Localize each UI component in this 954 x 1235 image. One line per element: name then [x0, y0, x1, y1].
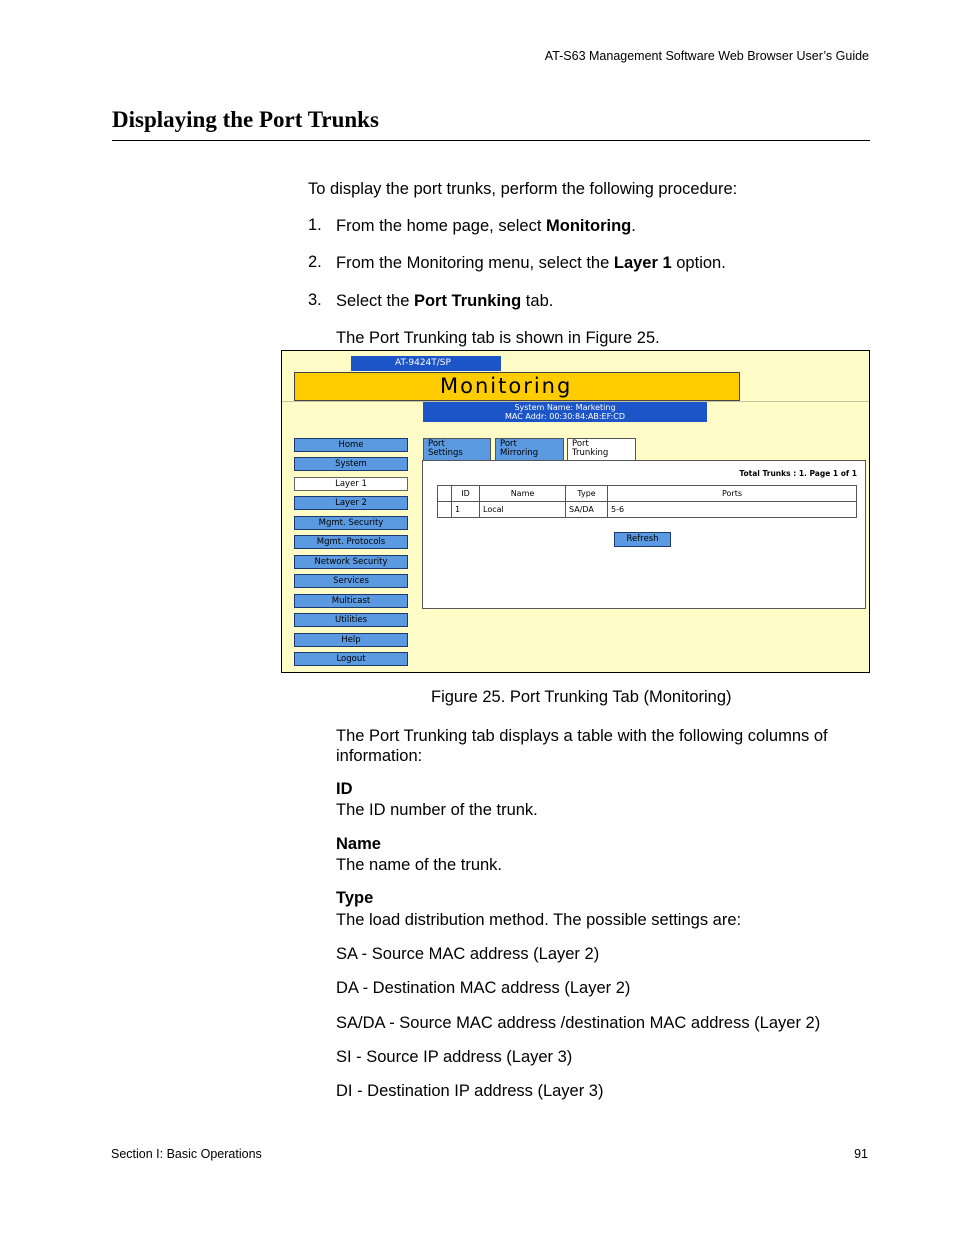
step-text: Select the Port Trunking tab. — [336, 292, 554, 310]
cell-type: SA/DA — [566, 502, 608, 518]
nav-mgmt-security-button[interactable]: Mgmt. Security — [294, 516, 408, 530]
tab-port-trunking[interactable]: Port Trunking — [567, 438, 636, 461]
type-option: SA - Source MAC address (Layer 2) — [336, 945, 600, 963]
page-number: 91 — [854, 1147, 868, 1161]
nav-multicast-button[interactable]: Multicast — [294, 594, 408, 608]
type-option: DA - Destination MAC address (Layer 2) — [336, 979, 631, 997]
nav-network-security-button[interactable]: Network Security — [294, 555, 408, 569]
figure-intro: The Port Trunking tab is shown in Figure 25. — [336, 329, 660, 347]
cell-ports: 5-6 — [608, 502, 857, 518]
column-header-name: Name — [480, 486, 566, 502]
nav-layer2-button[interactable]: Layer 2 — [294, 496, 408, 510]
trunks-table — [437, 485, 857, 518]
step-number: 3. — [308, 291, 322, 309]
figure-caption: Figure 25. Port Trunking Tab (Monitoring) — [431, 688, 732, 706]
step-bold: Monitoring — [546, 217, 632, 235]
step-bold: Port Trunking — [413, 292, 522, 310]
tab-port-settings[interactable]: Port Settings — [423, 438, 491, 460]
column-header-type: Type — [566, 486, 608, 502]
desc-type: The load distribution method. The possible settings are: — [336, 911, 742, 929]
step-text: From the Monitoring menu, select the Layer 1 option. — [336, 254, 726, 272]
model-bar: AT-9424T/SP — [351, 356, 501, 371]
step-number: 1. — [308, 216, 322, 234]
table-row[interactable] — [438, 502, 857, 518]
system-info-box — [423, 402, 707, 422]
nav-mgmt-protocols-button[interactable]: Mgmt. Protocols — [294, 535, 408, 549]
port-trunking-panel — [422, 460, 866, 609]
system-name: System Name: Marketing — [514, 403, 616, 412]
cell-name: Local — [480, 502, 566, 518]
mac-address: MAC Addr: 00:30:84:AB:EF:CD — [505, 412, 625, 421]
column-header-ports: Ports — [608, 486, 857, 502]
step-number: 2. — [308, 253, 322, 271]
monitoring-banner: Monitoring — [294, 372, 740, 401]
nav-logout-button[interactable]: Logout — [294, 652, 408, 666]
term-type: Type — [336, 889, 374, 907]
step-bold: Layer 1 — [613, 254, 672, 272]
term-name: Name — [336, 835, 381, 853]
desc-name: The name of the trunk. — [336, 856, 503, 874]
figure-port-trunking — [281, 350, 870, 673]
nav-home-button[interactable]: Home — [294, 438, 408, 452]
step-text: From the home page, select Monitoring. — [336, 217, 636, 235]
table-header-row — [438, 486, 857, 502]
tab-port-mirroring[interactable]: Port Mirroring — [495, 438, 564, 460]
type-option: SA/DA - Source MAC address /destination MAC address (Layer 2) — [336, 1014, 821, 1032]
footer-section: Section I: Basic Operations — [111, 1147, 262, 1161]
section-title: Displaying the Port Trunks — [112, 107, 379, 132]
nav-services-button[interactable]: Services — [294, 574, 408, 588]
type-option: DI - Destination IP address (Layer 3) — [336, 1082, 604, 1100]
columns-intro-line2: information: — [336, 747, 423, 765]
refresh-button[interactable]: Refresh — [614, 532, 671, 547]
nav-layer1-button[interactable]: Layer 1 — [294, 477, 408, 491]
nav-help-button[interactable]: Help — [294, 633, 408, 647]
total-trunks-label: Total Trunks : 1. Page 1 of 1 — [739, 469, 857, 478]
term-id: ID — [336, 780, 353, 798]
columns-intro-line1: The Port Trunking tab displays a table with the following columns of — [336, 727, 828, 745]
type-option: SI - Source IP address (Layer 3) — [336, 1048, 573, 1066]
column-header-id: ID — [452, 486, 480, 502]
intro-text: To display the port trunks, perform the following procedure: — [308, 180, 738, 198]
nav-system-button[interactable]: System — [294, 457, 408, 471]
title-rule — [112, 140, 870, 141]
desc-id: The ID number of the trunk. — [336, 801, 538, 819]
running-header: AT-S63 Management Software Web Browser User’s Guide — [544, 49, 869, 63]
cell-id: 1 — [452, 502, 480, 518]
nav-utilities-button[interactable]: Utilities — [294, 613, 408, 627]
